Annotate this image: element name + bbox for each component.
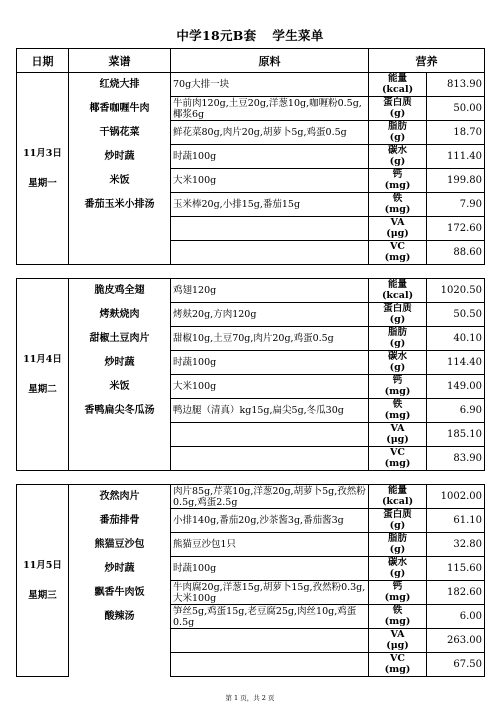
nutrient-unit: (g) (389, 361, 406, 373)
dish-name: 米饭 (69, 169, 171, 193)
nutrient-value: 6.00 (427, 605, 485, 629)
dish-ingredients: 时蔬100g (171, 351, 369, 375)
nutrient-name: 碳水 (387, 557, 407, 568)
nutrient-name: VC (390, 447, 405, 458)
nutrient-name: 钙 (392, 375, 403, 386)
menu-title: 中学18元B套 (176, 28, 257, 43)
nutrient-unit: (μg) (386, 227, 409, 239)
nutrient-name: 碳水 (387, 351, 407, 362)
nutrient-value: 61.10 (427, 509, 485, 533)
dish-name (69, 423, 171, 447)
date-cell (17, 279, 69, 471)
nutrient-value: 6.90 (427, 399, 485, 423)
dish-name: 孜然肉片 (69, 485, 171, 509)
weekday-label: 星期三 (28, 589, 57, 601)
dish-ingredients: 时蔬100g (171, 145, 369, 169)
nutrient-name: 脂肪 (387, 327, 407, 338)
date-label: 11月3日 (23, 147, 62, 159)
nutrient-label (369, 423, 427, 447)
nutrient-value: 111.40 (427, 145, 485, 169)
dish-ingredients: 甜椒10g,土豆70g,肉片20g,鸡蛋0.5g (171, 327, 369, 351)
nutrient-label (369, 97, 427, 121)
dish-name: 红烧大排 (69, 73, 171, 97)
nutrient-value: 263.00 (427, 629, 485, 653)
nutrient-name: 铁 (392, 399, 403, 410)
header-ingredients: 原料 (171, 49, 369, 73)
nutrient-unit: (mg) (384, 203, 411, 215)
table-row (17, 241, 485, 265)
nutrient-label (369, 557, 427, 581)
dish-ingredients (171, 241, 369, 265)
nutrient-value: 185.10 (427, 423, 485, 447)
dish-ingredients (171, 423, 369, 447)
page-footer: 第 1 页，共 2 页 (225, 694, 275, 702)
nutrient-value: 18.70 (427, 121, 485, 145)
table-row (17, 145, 485, 169)
nutrient-label (369, 217, 427, 241)
nutrient-label (369, 121, 427, 145)
nutrient-unit: (kcal) (381, 495, 414, 507)
day-separator (17, 265, 485, 279)
nutrient-value: 182.60 (427, 581, 485, 605)
table-row (17, 629, 485, 653)
nutrient-name: 脂肪 (387, 533, 407, 544)
nutrient-unit: (g) (389, 519, 406, 531)
nutrient-label (369, 447, 427, 471)
dish-name: 炒时蔬 (69, 351, 171, 375)
nutrient-value: 1020.50 (427, 279, 485, 303)
nutrient-name: 蛋白质 (383, 97, 412, 108)
nutrient-value: 88.60 (427, 241, 485, 265)
dish-ingredients: 笋丝5g,鸡蛋15g,老豆腐25g,肉丝10g,鸡蛋0.5g (171, 605, 369, 629)
nutrient-value: 67.50 (427, 653, 485, 677)
table-row (17, 303, 485, 327)
nutrient-name: 脂肪 (387, 121, 407, 132)
table-row (17, 485, 485, 509)
dish-ingredients: 烤麸20g,方肉120g (171, 303, 369, 327)
date-label: 11月4日 (23, 353, 62, 365)
nutrient-label (369, 399, 427, 423)
nutrient-label (369, 485, 427, 509)
table-row (17, 375, 485, 399)
nutrient-name: 钙 (392, 581, 403, 592)
nutrient-unit: (kcal) (381, 289, 414, 301)
dish-ingredients: 牛前肉120g,土豆20g,洋葱10g,咖喱粉0.5g,椰浆6g (171, 97, 369, 121)
dish-ingredients: 玉米棒20g,小排15g,番茄15g (171, 193, 369, 217)
nutrient-value: 50.50 (427, 303, 485, 327)
nutrient-unit: (g) (389, 107, 406, 119)
date-label: 11月5日 (23, 559, 62, 571)
dish-name: 番茄排骨 (69, 509, 171, 533)
table-row (17, 399, 485, 423)
nutrient-value: 199.80 (427, 169, 485, 193)
nutrient-name: 铁 (392, 193, 403, 204)
table-row (17, 193, 485, 217)
table-row (17, 533, 485, 557)
nutrient-unit: (μg) (386, 433, 409, 445)
table-row (17, 581, 485, 605)
table-row (17, 73, 485, 97)
nutrient-value: 149.00 (427, 375, 485, 399)
nutrient-name: 碳水 (387, 145, 407, 156)
date-cell (17, 485, 69, 677)
nutrient-unit: (g) (389, 567, 406, 579)
nutrient-name: VA (390, 629, 405, 640)
nutrient-unit: (g) (389, 131, 406, 143)
table-row (17, 509, 485, 533)
table-row (17, 447, 485, 471)
nutrient-value: 83.90 (427, 447, 485, 471)
nutrient-unit: (mg) (384, 663, 411, 675)
nutrient-label (369, 73, 427, 97)
nutrient-unit: (mg) (384, 591, 411, 603)
dish-ingredients (171, 217, 369, 241)
nutrient-value: 115.60 (427, 557, 485, 581)
dish-ingredients: 鸭边腿（清真）kg15g,扁尖5g,冬瓜30g (171, 399, 369, 423)
dish-ingredients (171, 447, 369, 471)
nutrient-value: 50.00 (427, 97, 485, 121)
nutrient-label (369, 279, 427, 303)
nutrient-unit: (g) (389, 543, 406, 555)
table-row (17, 351, 485, 375)
dish-ingredients: 肉片85g,芹菜10g,洋葱20g,胡萝卜5g,孜然粉0.5g,鸡蛋2.5g (171, 485, 369, 509)
nutrient-label (369, 581, 427, 605)
dish-ingredients: 牛肉腐20g,洋葱15g,胡萝卜15g,孜然粉0.3g,大米100g (171, 581, 369, 605)
nutrient-label (369, 375, 427, 399)
nutrient-unit: (g) (389, 313, 406, 325)
nutrient-value: 40.10 (427, 327, 485, 351)
nutrient-name: 能量 (387, 485, 407, 496)
nutrient-unit: (mg) (384, 615, 411, 627)
table-row (17, 557, 485, 581)
nutrient-unit: (g) (389, 155, 406, 167)
dish-ingredients: 时蔬100g (171, 557, 369, 581)
dish-name (69, 447, 171, 471)
nutrient-label (369, 327, 427, 351)
weekday-label: 星期一 (28, 177, 57, 189)
table-row (17, 97, 485, 121)
dish-ingredients: 鸡翅120g (171, 279, 369, 303)
nutrient-label (369, 303, 427, 327)
dish-name: 米饭 (69, 375, 171, 399)
table-row (17, 653, 485, 677)
nutrient-unit: (mg) (384, 409, 411, 421)
dish-name: 甜椒土豆肉片 (69, 327, 171, 351)
nutrient-name: VA (390, 423, 405, 434)
nutrient-label (369, 653, 427, 677)
nutrient-value: 1002.00 (427, 485, 485, 509)
nutrient-name: VC (390, 653, 405, 664)
dish-ingredients: 熊猫豆沙包1只 (171, 533, 369, 557)
dish-name: 烤麸烧肉 (69, 303, 171, 327)
dish-name: 椰香咖喱牛肉 (69, 97, 171, 121)
nutrient-label (369, 533, 427, 557)
nutrient-value: 114.40 (427, 351, 485, 375)
dish-name: 干锅花菜 (69, 121, 171, 145)
dish-name: 番茄玉米小排汤 (69, 193, 171, 217)
table-row (17, 169, 485, 193)
nutrient-value: 7.90 (427, 193, 485, 217)
header-nutrition: 营养 (369, 49, 485, 73)
page-title (0, 26, 500, 44)
menu-subtitle: 学生菜单 (272, 28, 324, 43)
header-date: 日期 (17, 49, 69, 73)
nutrient-unit: (kcal) (381, 83, 414, 95)
dish-ingredients: 小排140g,番茄20g,沙茶酱3g,番茄酱3g (171, 509, 369, 533)
dish-ingredients: 70g大排一块 (171, 73, 369, 97)
nutrient-name: 铁 (392, 605, 403, 616)
dish-ingredients: 鲜花菜80g,肉片20g,胡萝卜5g,鸡蛋0.5g (171, 121, 369, 145)
dish-name: 香鸭扁尖冬瓜汤 (69, 399, 171, 423)
table-row (17, 217, 485, 241)
table-row (17, 605, 485, 629)
dish-ingredients: 大米100g (171, 169, 369, 193)
dish-name: 炒时蔬 (69, 557, 171, 581)
dish-name: 炒时蔬 (69, 145, 171, 169)
dish-ingredients (171, 653, 369, 677)
nutrient-name: 蛋白质 (383, 509, 412, 520)
day-separator (17, 471, 485, 485)
table-row (17, 279, 485, 303)
nutrient-value: 32.80 (427, 533, 485, 557)
dish-name: 脆皮鸡全翅 (69, 279, 171, 303)
dish-ingredients: 大米100g (171, 375, 369, 399)
nutrient-label (369, 605, 427, 629)
nutrient-value: 172.60 (427, 217, 485, 241)
table-row (17, 121, 485, 145)
dish-name (69, 629, 171, 653)
nutrient-unit: (μg) (386, 639, 409, 651)
date-cell (17, 73, 69, 265)
nutrient-name: VA (390, 217, 405, 228)
dish-name: 熊猫豆沙包 (69, 533, 171, 557)
nutrient-name: 能量 (387, 73, 407, 84)
nutrient-value: 813.90 (427, 73, 485, 97)
table-row (17, 423, 485, 447)
nutrient-unit: (mg) (384, 457, 411, 469)
nutrient-unit: (g) (389, 337, 406, 349)
dish-name (69, 241, 171, 265)
dish-name (69, 653, 171, 677)
nutrient-unit: (mg) (384, 179, 411, 191)
nutrient-name: VC (390, 241, 405, 252)
dish-name (69, 217, 171, 241)
nutrient-label (369, 169, 427, 193)
nutrient-name: 钙 (392, 169, 403, 180)
nutrient-label (369, 351, 427, 375)
dish-name: 飘香牛肉饭 (69, 581, 171, 605)
nutrient-unit: (mg) (384, 385, 411, 397)
nutrient-name: 能量 (387, 279, 407, 290)
nutrient-label (369, 193, 427, 217)
nutrient-label (369, 241, 427, 265)
dish-name: 酸辣汤 (69, 605, 171, 629)
dish-ingredients (171, 629, 369, 653)
header-dish: 菜谱 (69, 49, 171, 73)
nutrient-unit: (mg) (384, 251, 411, 263)
menu-table (16, 48, 485, 677)
nutrient-label (369, 509, 427, 533)
table-row (17, 327, 485, 351)
nutrient-name: 蛋白质 (383, 303, 412, 314)
weekday-label: 星期二 (28, 383, 57, 395)
nutrient-label (369, 145, 427, 169)
nutrient-label (369, 629, 427, 653)
